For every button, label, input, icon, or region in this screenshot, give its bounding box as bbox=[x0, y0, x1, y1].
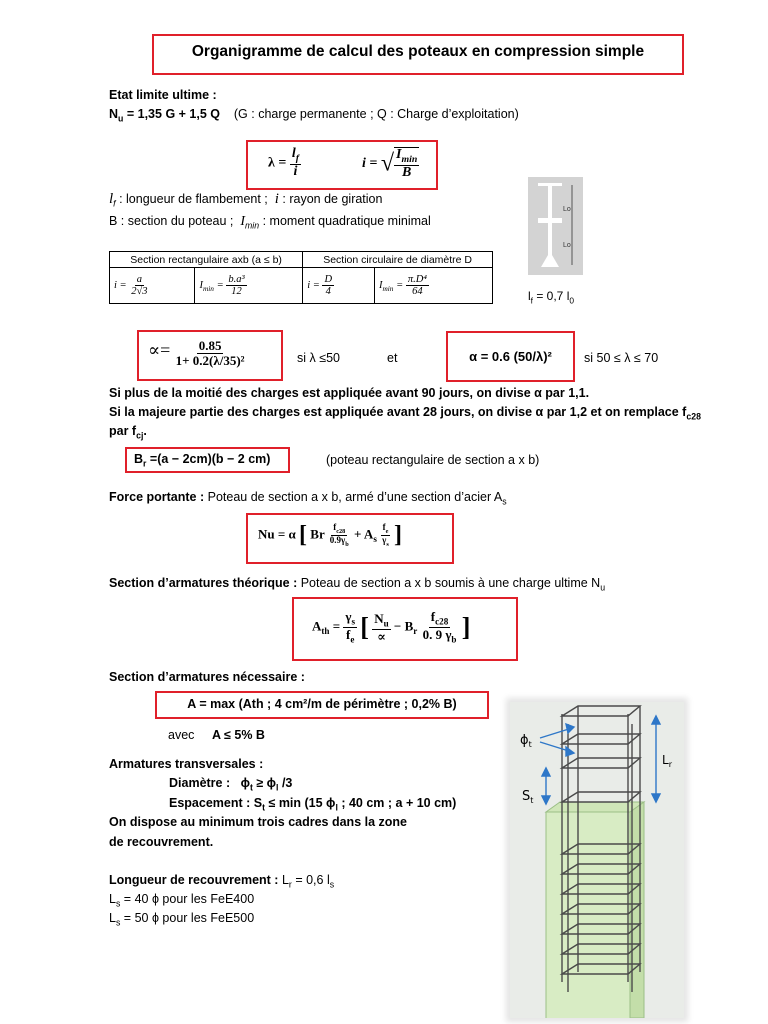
transversales-heading: Armatures transversales : bbox=[109, 757, 264, 771]
et-label: et bbox=[387, 351, 398, 365]
alpha1-formula: ∝= $\frac{0.85}{\text{1+ 0.2(λ/35)²}}$ bbox=[148, 338, 245, 368]
buckling-diagram bbox=[528, 177, 583, 275]
rect-i-cell: i = $\frac{a}{2√3}$ bbox=[110, 268, 195, 304]
lambda-formula bbox=[268, 147, 301, 180]
theorique-formula: $A_{th}$ = $\frac{\gamma_s}{f_e}$ [ $\frac{N_u}{\propto}$ − $B_r$ $\frac{f_{c28}}{0. 9 \gamma_b}$ ] bbox=[312, 609, 471, 645]
br-note: (poteau rectangulaire de section a x b) bbox=[326, 453, 540, 467]
nu-note: (G : charge permanente ; Q : Charge d’exploitation) bbox=[233, 107, 519, 121]
force-line: Force portante : Poteau de section a x b, armé d’une section d’acier $A_s$ bbox=[109, 490, 507, 507]
lr-label: $L_r$ bbox=[662, 753, 672, 769]
note-fcj: par $f_{cj}$. bbox=[109, 424, 147, 441]
circ-imin-cell: $I_{min}$ = $\frac{\text{π.D⁴}}{64}$ bbox=[374, 268, 492, 304]
page-title: Organigramme de calcul des poteaux en compression simple bbox=[191, 43, 645, 60]
cadres-line-1: On dispose au minimum trois cadres dans la zone bbox=[109, 815, 407, 829]
svg-text:Lo: Lo bbox=[563, 206, 571, 213]
nu-sub: u bbox=[118, 113, 124, 124]
avec-label: avec bbox=[168, 728, 195, 742]
espacement-line: Espacement : $S_t \le \min (15$ $\phi_l$ ; 40 cm ; a + 10 cm) bbox=[169, 796, 457, 813]
theorique-line: Section d’armatures théorique : Poteau de section a x b soumis à une charge ultime $N_u$ bbox=[109, 576, 606, 593]
column-sketch-icon bbox=[528, 177, 583, 275]
elu-heading: Etat limite ultime : bbox=[109, 88, 217, 102]
header-rect: Section rectangulaire axb (a ≤ b) bbox=[110, 252, 303, 268]
lf-over-i: $\frac{l_f}{i}$ bbox=[291, 146, 300, 180]
rebar-cage-icon bbox=[510, 702, 684, 1018]
st-label: $S_t$ bbox=[522, 789, 534, 805]
i-formula: i = √ $\frac{I_{min}}{B}$ bbox=[362, 147, 418, 181]
rebar-illustration bbox=[510, 702, 684, 1018]
alpha1-condition: si λ ≤50 bbox=[297, 351, 340, 365]
circ-i-cell: i = $\frac{D}{4}$ bbox=[303, 268, 375, 304]
lf-caption: $l_f = 0,7$ $l_0$ bbox=[528, 289, 575, 306]
necessaire-formula: A = max (Ath ; 4 cm²/m de périmètre ; 0,2% B) bbox=[187, 697, 457, 711]
diametre-line: Diamètre : $\phi_t \ge \phi_l$ /3 bbox=[169, 776, 293, 793]
nu-symbol: N bbox=[109, 107, 119, 121]
note-28-days: Si la majeure partie des charges est appliquée avant 28 jours, on divise α par 1,2 et on remplace $f_{c28}$ bbox=[109, 405, 701, 422]
alpha2-condition: si 50 ≤ λ ≤ 70 bbox=[584, 351, 659, 365]
phi-t-label: $\phi_t$ bbox=[520, 733, 532, 749]
br-formula: $B_r =(a - 2cm)(b - 2$ cm) bbox=[134, 452, 271, 469]
force-formula: Nu = α [ Br $\frac{f_{c28}}{0.9\gamma_b}$ + $A_s$ $\frac{f_e}{\gamma_s}$ ] bbox=[258, 521, 403, 548]
section-table bbox=[109, 251, 493, 304]
alpha2-formula: α = 0.6 (50/λ)² bbox=[469, 349, 552, 364]
fe500-line: $L_s = 50$ ϕ pour les FeE500 bbox=[109, 911, 255, 928]
nu-line bbox=[109, 107, 519, 124]
lambda-symbol: λ = bbox=[268, 155, 287, 171]
recouvrement-line: Longueur de recouvrement : $L_r = 0,6$ $l_s$ bbox=[109, 873, 335, 890]
note-90-days: Si plus de la moitié des charges est appliquée avant 90 jours, on divise α par 1,1. bbox=[109, 386, 590, 400]
lf-definition: $l_f$ : longueur de flambement ; i : rayon de giration bbox=[109, 191, 383, 209]
avec-condition: A ≤ 5% B bbox=[212, 728, 265, 742]
imin-over-b: $\frac{I_{min}}{B}$ bbox=[396, 147, 418, 181]
header-circ: Section circulaire de diamètre D bbox=[303, 252, 493, 268]
nu-rhs: = 1,35 G + 1,5 Q bbox=[123, 107, 220, 121]
rect-imin-cell: $I_{min}$ = $\frac{\text{b.a³}}{12}$ bbox=[195, 268, 303, 304]
svg-text:Lo: Lo bbox=[563, 242, 571, 249]
necessaire-heading: Section d’armatures nécessaire : bbox=[109, 670, 305, 684]
cadres-line-2: de recouvrement. bbox=[109, 835, 214, 849]
fe400-line: $L_s = 40$ ϕ pour les FeE400 bbox=[109, 892, 255, 909]
b-definition: B : section du poteau ; $I_{min}$ : moment quadratique minimal bbox=[109, 214, 431, 231]
